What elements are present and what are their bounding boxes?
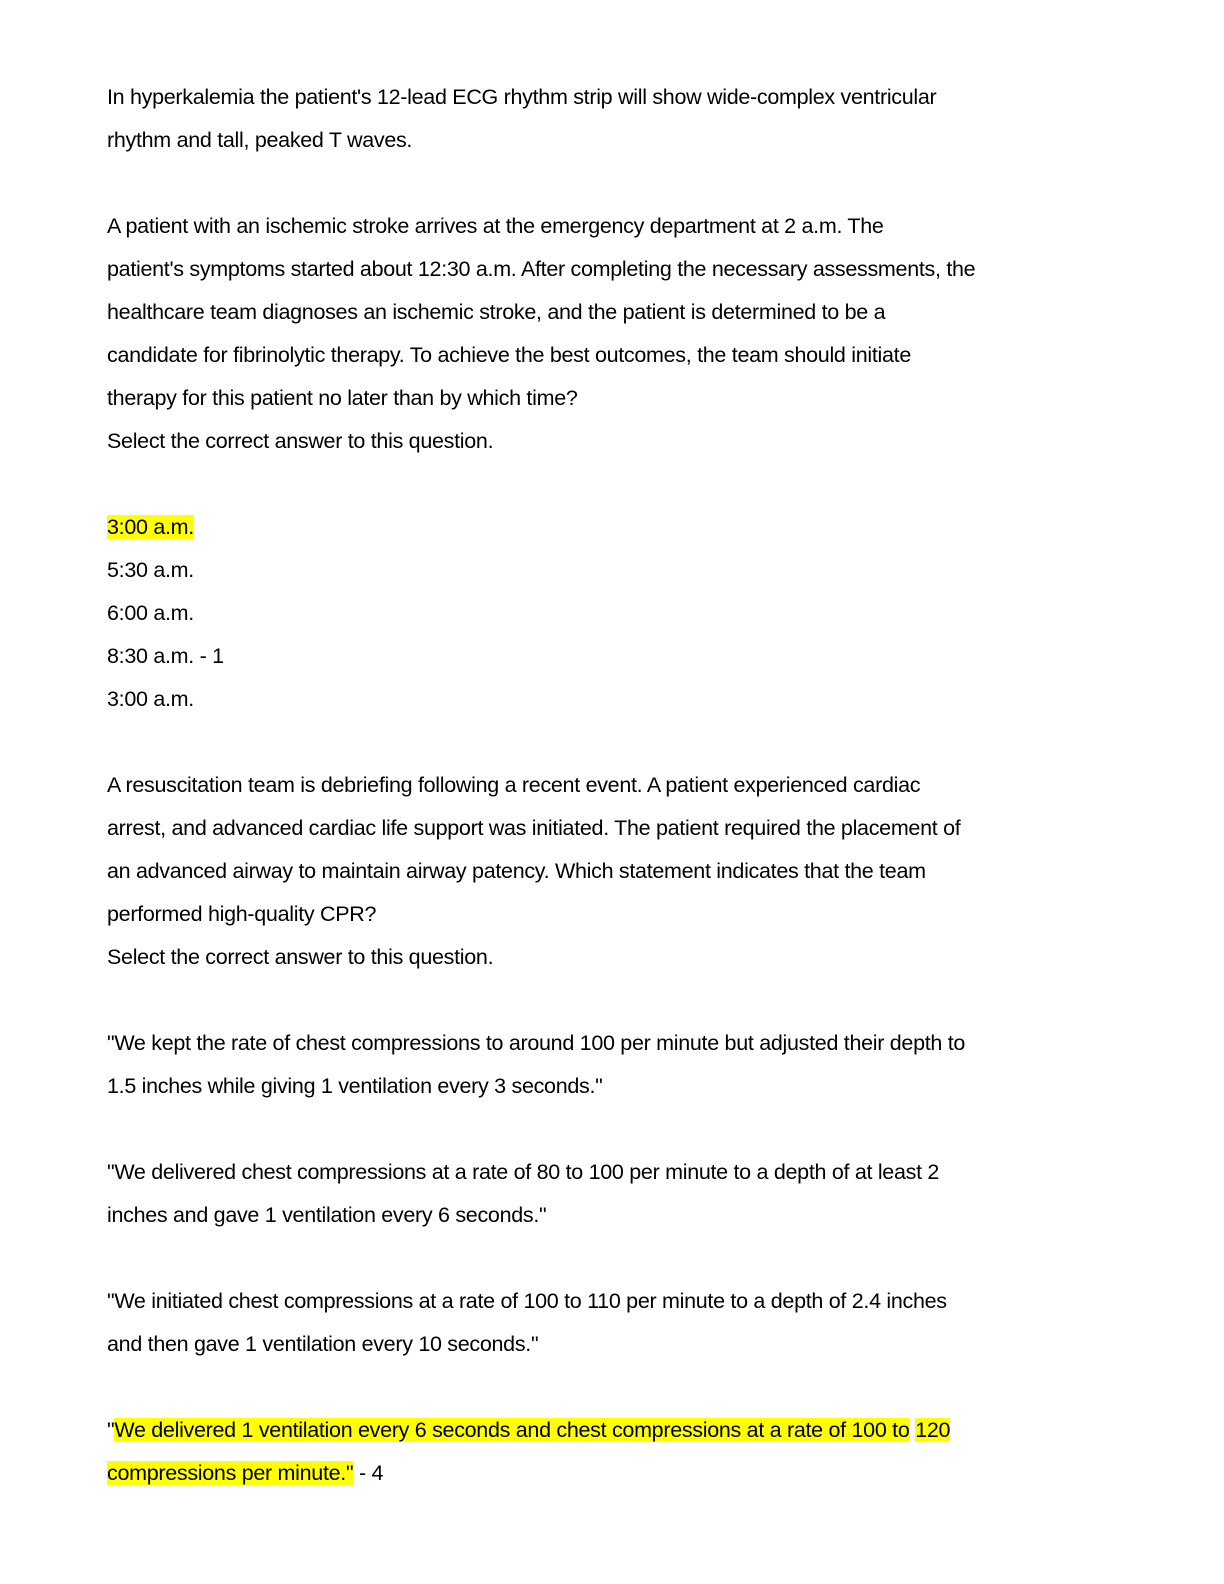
text-line: arrest, and advanced cardiac life support was initiated. The patient required the placement of	[107, 816, 961, 840]
question-stroke-options	[107, 506, 1087, 721]
text-line: In hyperkalemia the patient's 12-lead ECG rhythm strip will show wide-complex ventricular	[107, 85, 937, 109]
text-line: candidate for fibrinolytic therapy. To achieve the best outcomes, the team should initiate	[107, 343, 912, 367]
text-line	[107, 1409, 1087, 1452]
answer-option-a	[107, 1022, 1087, 1108]
highlight: We delivered 1 ventilation every 6 seconds and chest compressions at a rate of 100 to	[114, 1418, 910, 1442]
answer-option-highlighted	[107, 506, 1087, 549]
text-line: inches and gave 1 ventilation every 6 seconds."	[107, 1203, 547, 1227]
highlight: 3:00 a.m.	[107, 515, 194, 539]
paragraph-spacer	[107, 1237, 1087, 1280]
text-line: patient's symptoms started about 12:30 a.m. After completing the necessary assessments, the	[107, 257, 976, 281]
paragraph-spacer	[107, 1366, 1087, 1409]
highlight: compressions per minute."	[107, 1461, 354, 1485]
question-stroke-stem	[107, 205, 1087, 463]
answer-option: 5:30 a.m.	[107, 558, 194, 582]
paragraph-spacer	[107, 979, 1087, 1022]
answer-option-d-highlighted	[107, 1409, 1087, 1495]
question-cpr-stem	[107, 764, 1087, 979]
text-line: healthcare team diagnoses an ischemic stroke, and the patient is determined to be a	[107, 300, 886, 324]
answer-suffix: - 4	[353, 1461, 384, 1485]
paragraph-spacer	[107, 162, 1087, 205]
text-line: A resuscitation team is debriefing following a recent event. A patient experienced cardiac	[107, 773, 921, 797]
answer-option-b	[107, 1151, 1087, 1237]
text-line: "We kept the rate of chest compressions to around 100 per minute but adjusted their depth to	[107, 1031, 966, 1055]
quote-mark: "	[107, 1418, 115, 1442]
text-line: performed high-quality CPR?	[107, 902, 377, 926]
question-instruction: Select the correct answer to this question.	[107, 945, 494, 969]
answer-option: 8:30 a.m. - 1	[107, 644, 224, 668]
document-page	[107, 76, 1087, 1495]
answer-option-c	[107, 1280, 1087, 1366]
text-line	[107, 1452, 1087, 1495]
hyperkalemia-statement	[107, 76, 1087, 162]
paragraph-spacer	[107, 721, 1087, 764]
text-line: therapy for this patient no later than by which time?	[107, 386, 578, 410]
paragraph-spacer	[107, 1108, 1087, 1151]
text-line: and then gave 1 ventilation every 10 seconds."	[107, 1332, 539, 1356]
text-line: "We delivered chest compressions at a rate of 80 to 100 per minute to a depth of at least 2	[107, 1160, 940, 1184]
text-line: A patient with an ischemic stroke arrives at the emergency department at 2 a.m. The	[107, 214, 884, 238]
text-line: an advanced airway to maintain airway patency. Which statement indicates that the team	[107, 859, 926, 883]
text-line: rhythm and tall, peaked T waves.	[107, 128, 413, 152]
text-line: 1.5 inches while giving 1 ventilation every 3 seconds."	[107, 1074, 603, 1098]
paragraph-spacer	[107, 463, 1087, 506]
highlight: 120	[915, 1418, 951, 1442]
question-instruction: Select the correct answer to this question.	[107, 429, 494, 453]
answer-option: 3:00 a.m.	[107, 687, 194, 711]
answer-option: 6:00 a.m.	[107, 601, 194, 625]
text-line: "We initiated chest compressions at a rate of 100 to 110 per minute to a depth of 2.4 inches	[107, 1289, 947, 1313]
